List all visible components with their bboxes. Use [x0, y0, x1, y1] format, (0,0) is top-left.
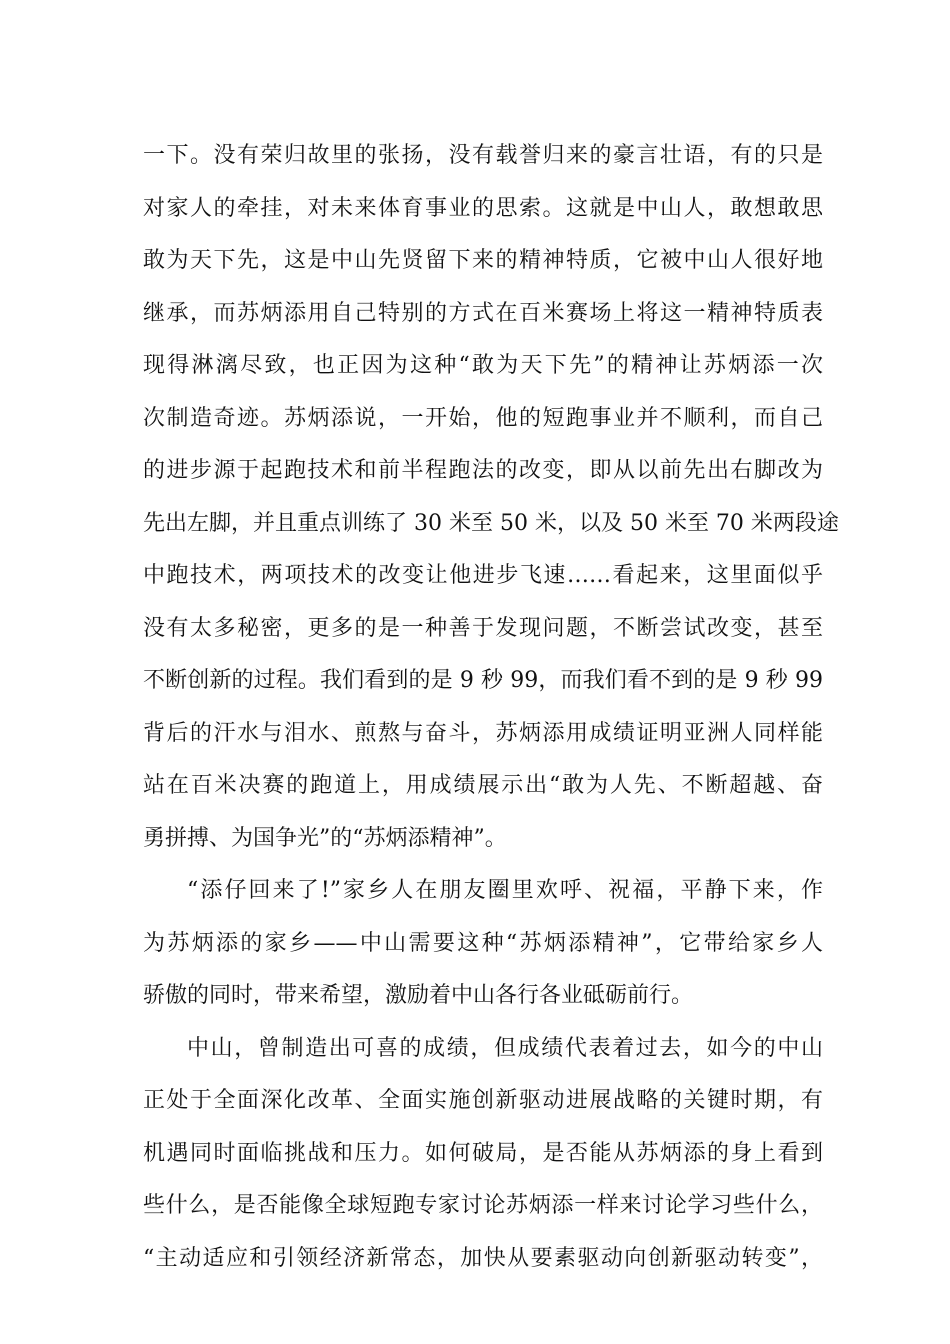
paragraph-1	[143, 130, 839, 865]
paragraph-3	[143, 1023, 823, 1286]
text-line: 中山，曾制造出可喜的成绩，但成绩代表着过去，如今的中山	[187, 1035, 823, 1061]
text-line: 骄傲的同时，带来希望，激励着中山各行各业砥砺前行。	[143, 983, 694, 1008]
text-line: 背后的汗水与泪水、煎熬与奋斗，苏炳添用成绩证明亚洲人同样能	[143, 720, 823, 746]
text-line: “添仔回来了!”家乡人在朋友圈里欢呼、祝福，平静下来，作	[187, 878, 823, 903]
text-line: 现得淋漓尽致，也正因为这种“敢为天下先”的精神让苏炳添一次	[143, 353, 823, 378]
text-line: 些什么，是否能像全球短跑专家讨论苏炳添一样来讨论学习些什么，	[143, 1193, 823, 1218]
paragraph-2	[143, 865, 823, 1023]
text-line: 没有太多秘密，更多的是一种善于发现问题，不断尝试改变，甚至	[143, 615, 823, 641]
text-line: 勇拼搏、为国争光”的“苏炳添精神”。	[143, 825, 507, 851]
text-line: “主动适应和引领经济新常态，加快从要素驱动向创新驱动转变”，	[143, 1245, 823, 1271]
text-line: 的进步源于起跑技术和前半程跑法的改变，即从以前先出右脚改为	[143, 458, 823, 483]
text-line: 继承，而苏炳添用自己特别的方式在百米赛场上将这一精神特质表	[143, 300, 823, 326]
text-line: 正处于全面深化改革、全面实施创新驱动进展战略的关键时期，有	[143, 1088, 823, 1113]
text-line: 站在百米决赛的跑道上，用成绩展示出“敢为人先、不断超越、奋	[143, 773, 823, 798]
document-body	[143, 130, 839, 1285]
text-line: 一下。没有荣归故里的张扬，没有载誉归来的豪言壮语，有的只是	[143, 143, 823, 168]
text-line: 对家人的牵挂，对未来体育事业的思索。这就是中山人，敢想敢思	[143, 195, 823, 221]
text-line: 为苏炳添的家乡——中山需要这种“苏炳添精神”，它带给家乡人	[143, 930, 823, 956]
text-line: 敢为天下先，这是中山先贤留下来的精神特质，它被中山人很好地	[143, 248, 823, 273]
text-line: 次制造奇迹。苏炳添说，一开始，他的短跑事业并不顺利，而自己	[143, 405, 823, 431]
text-line: 不断创新的过程。我们看到的是 9 秒 99，而我们看不到的是 9 秒 99	[143, 668, 823, 693]
text-line: 中跑技术，两项技术的改变让他进步飞速……看起来，这里面似乎	[143, 563, 823, 588]
text-line: 先出左脚，并且重点训练了 30 米至 50 米，以及 50 米至 70 米两段途	[143, 510, 839, 536]
text-line: 机遇同时面临挑战和压力。如何破局，是否能从苏炳添的身上看到	[143, 1140, 823, 1166]
